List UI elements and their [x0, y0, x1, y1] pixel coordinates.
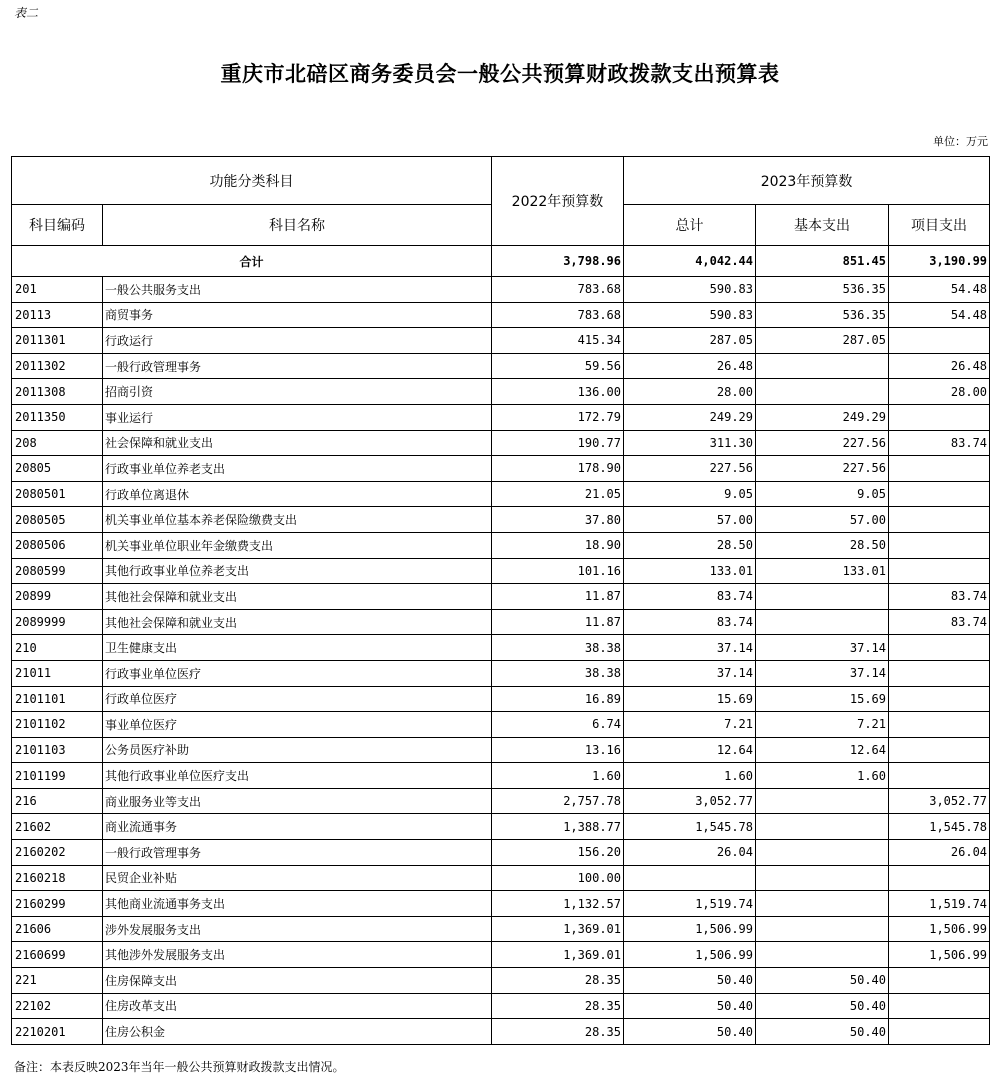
table-row — [12, 891, 990, 917]
subject-name-cell: 行政单位医疗 — [103, 686, 492, 712]
budget-2023-total-cell: 9.05 — [624, 481, 756, 507]
budget-2023-basic-cell — [756, 891, 889, 917]
budget-2022-cell: 783.68 — [492, 277, 624, 303]
subject-code-cell: 2080501 — [12, 481, 103, 507]
subject-name-cell: 住房公积金 — [103, 1019, 492, 1045]
budget-2022-cell: 28.35 — [492, 993, 624, 1019]
table-row — [12, 942, 990, 968]
budget-2022-cell: 1,132.57 — [492, 891, 624, 917]
subject-code-cell: 2160218 — [12, 865, 103, 891]
budget-2023-project-cell — [889, 635, 990, 661]
subject-name-cell: 住房改革支出 — [103, 993, 492, 1019]
budget-2023-project-cell: 54.48 — [889, 277, 990, 303]
subject-name-cell: 行政运行 — [103, 328, 492, 354]
budget-2023-total-cell: 83.74 — [624, 584, 756, 610]
budget-2023-basic-cell: 15.69 — [756, 686, 889, 712]
subject-code-cell: 21606 — [12, 916, 103, 942]
subject-code-cell: 2210201 — [12, 1019, 103, 1045]
table-row — [12, 737, 990, 763]
budget-2023-project-cell: 1,506.99 — [889, 916, 990, 942]
budget-2023-project-cell — [889, 763, 990, 789]
table-row — [12, 635, 990, 661]
table-row — [12, 481, 990, 507]
budget-2023-total-cell: 83.74 — [624, 609, 756, 635]
budget-2023-total-cell: 28.50 — [624, 532, 756, 558]
budget-2022-cell: 59.56 — [492, 353, 624, 379]
budget-2023-project-cell — [889, 686, 990, 712]
budget-2023-basic-cell — [756, 916, 889, 942]
budget-2023-total-cell: 1,506.99 — [624, 916, 756, 942]
budget-2023-total-cell: 50.40 — [624, 993, 756, 1019]
budget-2022-cell: 28.35 — [492, 968, 624, 994]
total-basic-cell: 851.45 — [756, 246, 889, 277]
budget-2023-basic-cell: 287.05 — [756, 328, 889, 354]
subject-name-cell: 商业服务业等支出 — [103, 788, 492, 814]
subject-name-cell: 一般公共服务支出 — [103, 277, 492, 303]
budget-2023-basic-cell — [756, 942, 889, 968]
budget-2022-cell: 190.77 — [492, 430, 624, 456]
budget-2022-cell: 156.20 — [492, 840, 624, 866]
budget-2023-basic-cell: 37.14 — [756, 635, 889, 661]
table-row — [12, 916, 990, 942]
budget-2023-basic-cell: 28.50 — [756, 532, 889, 558]
budget-2023-project-cell — [889, 712, 990, 738]
subject-code-cell: 2089999 — [12, 609, 103, 635]
budget-2022-cell: 18.90 — [492, 532, 624, 558]
budget-2023-project-cell — [889, 481, 990, 507]
budget-2023-basic-cell — [756, 788, 889, 814]
header-project-expense: 项目支出 — [889, 205, 990, 246]
budget-2022-cell: 38.38 — [492, 635, 624, 661]
budget-2022-cell: 178.90 — [492, 456, 624, 482]
subject-code-cell: 22102 — [12, 993, 103, 1019]
table-row — [12, 353, 990, 379]
table-row — [12, 763, 990, 789]
subject-code-cell: 2080599 — [12, 558, 103, 584]
budget-2023-basic-cell: 536.35 — [756, 277, 889, 303]
budget-2023-project-cell — [889, 865, 990, 891]
subject-name-cell: 卫生健康支出 — [103, 635, 492, 661]
budget-2023-project-cell: 83.74 — [889, 430, 990, 456]
budget-2022-cell: 11.87 — [492, 609, 624, 635]
table-row — [12, 814, 990, 840]
budget-2023-total-cell: 7.21 — [624, 712, 756, 738]
table-row — [12, 993, 990, 1019]
budget-2023-project-cell — [889, 507, 990, 533]
budget-2022-cell: 1.60 — [492, 763, 624, 789]
budget-2023-basic-cell: 1.60 — [756, 763, 889, 789]
subject-name-cell: 机关事业单位基本养老保险缴费支出 — [103, 507, 492, 533]
budget-2023-total-cell: 287.05 — [624, 328, 756, 354]
budget-2023-project-cell: 28.00 — [889, 379, 990, 405]
table-row — [12, 968, 990, 994]
subject-name-cell: 住房保障支出 — [103, 968, 492, 994]
budget-2022-cell: 13.16 — [492, 737, 624, 763]
subject-code-cell: 20899 — [12, 584, 103, 610]
subject-name-cell: 其他社会保障和就业支出 — [103, 584, 492, 610]
header-basic-expense: 基本支出 — [756, 205, 889, 246]
subject-name-cell: 商贸事务 — [103, 302, 492, 328]
subject-name-cell: 招商引资 — [103, 379, 492, 405]
budget-2022-cell: 172.79 — [492, 404, 624, 430]
subject-code-cell: 20805 — [12, 456, 103, 482]
budget-2023-project-cell — [889, 660, 990, 686]
header-function-classification: 功能分类科目 — [12, 157, 492, 205]
subject-code-cell: 2011350 — [12, 404, 103, 430]
footnote: 备注：本表反映2023年当年一般公共预算财政拨款支出情况。 — [14, 1060, 345, 1074]
budget-2023-project-cell — [889, 1019, 990, 1045]
budget-2023-project-cell: 83.74 — [889, 609, 990, 635]
subject-name-cell: 其他行政事业单位医疗支出 — [103, 763, 492, 789]
table-row — [12, 277, 990, 303]
budget-2023-basic-cell: 536.35 — [756, 302, 889, 328]
budget-2023-project-cell: 54.48 — [889, 302, 990, 328]
subject-code-cell: 2011308 — [12, 379, 103, 405]
budget-2023-project-cell — [889, 558, 990, 584]
table-row — [12, 584, 990, 610]
subject-code-cell: 2011301 — [12, 328, 103, 354]
budget-2023-basic-cell: 12.64 — [756, 737, 889, 763]
budget-2023-total-cell: 1,506.99 — [624, 942, 756, 968]
subject-name-cell: 行政单位离退休 — [103, 481, 492, 507]
subject-name-cell: 商业流通事务 — [103, 814, 492, 840]
total-row — [12, 246, 990, 277]
budget-2023-project-cell: 1,545.78 — [889, 814, 990, 840]
budget-2023-project-cell: 26.48 — [889, 353, 990, 379]
budget-2023-basic-cell: 50.40 — [756, 993, 889, 1019]
budget-2023-total-cell: 50.40 — [624, 1019, 756, 1045]
budget-2023-total-cell: 590.83 — [624, 302, 756, 328]
table-number-label: 表二 — [14, 6, 39, 20]
budget-2023-total-cell: 26.04 — [624, 840, 756, 866]
budget-2023-basic-cell: 9.05 — [756, 481, 889, 507]
budget-2023-basic-cell: 227.56 — [756, 456, 889, 482]
table-row — [12, 865, 990, 891]
budget-2022-cell: 11.87 — [492, 584, 624, 610]
budget-2023-total-cell: 28.00 — [624, 379, 756, 405]
subject-name-cell: 民贸企业补贴 — [103, 865, 492, 891]
subject-name-cell: 其他行政事业单位养老支出 — [103, 558, 492, 584]
budget-2023-total-cell: 590.83 — [624, 277, 756, 303]
budget-2023-basic-cell: 50.40 — [756, 1019, 889, 1045]
budget-2023-basic-cell: 249.29 — [756, 404, 889, 430]
subject-name-cell: 机关事业单位职业年金缴费支出 — [103, 532, 492, 558]
table-row — [12, 686, 990, 712]
budget-2023-total-cell: 26.48 — [624, 353, 756, 379]
subject-code-cell: 2011302 — [12, 353, 103, 379]
header-2023-budget: 2023年预算数 — [624, 157, 990, 205]
subject-code-cell: 2080506 — [12, 532, 103, 558]
budget-2022-cell: 6.74 — [492, 712, 624, 738]
subject-code-cell: 2160699 — [12, 942, 103, 968]
subject-code-cell: 2101103 — [12, 737, 103, 763]
budget-2023-total-cell: 3,052.77 — [624, 788, 756, 814]
table-row — [12, 430, 990, 456]
table-row — [12, 788, 990, 814]
subject-name-cell: 行政事业单位养老支出 — [103, 456, 492, 482]
budget-2023-basic-cell — [756, 379, 889, 405]
table-row — [12, 507, 990, 533]
budget-2023-project-cell: 1,519.74 — [889, 891, 990, 917]
budget-2022-cell: 1,369.01 — [492, 916, 624, 942]
subject-name-cell: 一般行政管理事务 — [103, 353, 492, 379]
subject-name-cell: 其他社会保障和就业支出 — [103, 609, 492, 635]
subject-name-cell: 其他商业流通事务支出 — [103, 891, 492, 917]
total-2022-cell: 3,798.96 — [492, 246, 624, 277]
table-row — [12, 379, 990, 405]
budget-2023-project-cell: 3,052.77 — [889, 788, 990, 814]
table-row — [12, 302, 990, 328]
budget-2023-project-cell — [889, 532, 990, 558]
budget-2022-cell: 2,757.78 — [492, 788, 624, 814]
budget-table — [11, 156, 990, 1045]
budget-2023-basic-cell — [756, 865, 889, 891]
budget-2022-cell: 1,388.77 — [492, 814, 624, 840]
table-row — [12, 532, 990, 558]
budget-2022-cell: 100.00 — [492, 865, 624, 891]
budget-2023-project-cell — [889, 328, 990, 354]
budget-2023-total-cell: 37.14 — [624, 635, 756, 661]
budget-2023-basic-cell — [756, 584, 889, 610]
header-2022-budget: 2022年预算数 — [492, 157, 624, 246]
subject-name-cell: 公务员医疗补助 — [103, 737, 492, 763]
subject-code-cell: 21011 — [12, 660, 103, 686]
budget-2022-cell: 101.16 — [492, 558, 624, 584]
subject-code-cell: 208 — [12, 430, 103, 456]
budget-2023-total-cell: 37.14 — [624, 660, 756, 686]
subject-name-cell: 一般行政管理事务 — [103, 840, 492, 866]
budget-2023-total-cell: 15.69 — [624, 686, 756, 712]
budget-2022-cell: 783.68 — [492, 302, 624, 328]
subject-name-cell: 涉外发展服务支出 — [103, 916, 492, 942]
budget-2023-total-cell: 311.30 — [624, 430, 756, 456]
table-row — [12, 1019, 990, 1045]
subject-code-cell: 221 — [12, 968, 103, 994]
budget-2023-total-cell: 1,519.74 — [624, 891, 756, 917]
budget-2023-project-cell — [889, 404, 990, 430]
header-subject-name: 科目名称 — [103, 205, 492, 246]
subject-code-cell: 210 — [12, 635, 103, 661]
table-row — [12, 558, 990, 584]
subject-name-cell: 事业运行 — [103, 404, 492, 430]
subject-code-cell: 2160202 — [12, 840, 103, 866]
subject-code-cell: 2101102 — [12, 712, 103, 738]
budget-2023-total-cell: 1.60 — [624, 763, 756, 789]
subject-name-cell: 事业单位医疗 — [103, 712, 492, 738]
subject-name-cell: 行政事业单位医疗 — [103, 660, 492, 686]
unit-label: 单位：万元 — [933, 135, 988, 148]
total-sum-cell: 4,042.44 — [624, 246, 756, 277]
budget-2023-project-cell — [889, 737, 990, 763]
header-subject-code: 科目编码 — [12, 205, 103, 246]
table-row — [12, 404, 990, 430]
table-row — [12, 609, 990, 635]
budget-2023-total-cell — [624, 865, 756, 891]
budget-2023-total-cell: 57.00 — [624, 507, 756, 533]
table-row — [12, 456, 990, 482]
budget-2023-total-cell: 133.01 — [624, 558, 756, 584]
budget-2023-total-cell: 249.29 — [624, 404, 756, 430]
header-total: 总计 — [624, 205, 756, 246]
budget-2022-cell: 415.34 — [492, 328, 624, 354]
table-row — [12, 660, 990, 686]
budget-2023-project-cell — [889, 993, 990, 1019]
budget-2023-basic-cell: 37.14 — [756, 660, 889, 686]
budget-2023-basic-cell: 133.01 — [756, 558, 889, 584]
subject-name-cell: 社会保障和就业支出 — [103, 430, 492, 456]
budget-2023-basic-cell: 50.40 — [756, 968, 889, 994]
budget-2022-cell: 28.35 — [492, 1019, 624, 1045]
page-title: 重庆市北碚区商务委员会一般公共预算财政拨款支出预算表 — [220, 61, 780, 86]
subject-code-cell: 2101199 — [12, 763, 103, 789]
budget-2022-cell: 37.80 — [492, 507, 624, 533]
budget-2023-basic-cell: 227.56 — [756, 430, 889, 456]
subject-code-cell: 20113 — [12, 302, 103, 328]
table-row — [12, 328, 990, 354]
budget-2023-total-cell: 1,545.78 — [624, 814, 756, 840]
total-project-cell: 3,190.99 — [889, 246, 990, 277]
subject-code-cell: 216 — [12, 788, 103, 814]
subject-code-cell: 21602 — [12, 814, 103, 840]
budget-2022-cell: 136.00 — [492, 379, 624, 405]
budget-2023-project-cell — [889, 456, 990, 482]
total-label: 合计 — [12, 246, 492, 277]
budget-2023-total-cell: 227.56 — [624, 456, 756, 482]
budget-2023-project-cell: 83.74 — [889, 584, 990, 610]
budget-2022-cell: 21.05 — [492, 481, 624, 507]
budget-2023-project-cell: 1,506.99 — [889, 942, 990, 968]
budget-2023-basic-cell: 7.21 — [756, 712, 889, 738]
subject-code-cell: 2160299 — [12, 891, 103, 917]
subject-name-cell: 其他涉外发展服务支出 — [103, 942, 492, 968]
table-row — [12, 840, 990, 866]
table-row — [12, 712, 990, 738]
budget-2023-total-cell: 50.40 — [624, 968, 756, 994]
budget-2022-cell: 16.89 — [492, 686, 624, 712]
budget-2023-basic-cell — [756, 840, 889, 866]
budget-2023-basic-cell — [756, 609, 889, 635]
budget-2023-basic-cell — [756, 814, 889, 840]
subject-code-cell: 2080505 — [12, 507, 103, 533]
budget-2023-project-cell — [889, 968, 990, 994]
budget-2022-cell: 38.38 — [492, 660, 624, 686]
subject-code-cell: 2101101 — [12, 686, 103, 712]
subject-code-cell: 201 — [12, 277, 103, 303]
budget-2023-basic-cell — [756, 353, 889, 379]
budget-2022-cell: 1,369.01 — [492, 942, 624, 968]
budget-2023-basic-cell: 57.00 — [756, 507, 889, 533]
budget-2023-total-cell: 12.64 — [624, 737, 756, 763]
budget-2023-project-cell: 26.04 — [889, 840, 990, 866]
